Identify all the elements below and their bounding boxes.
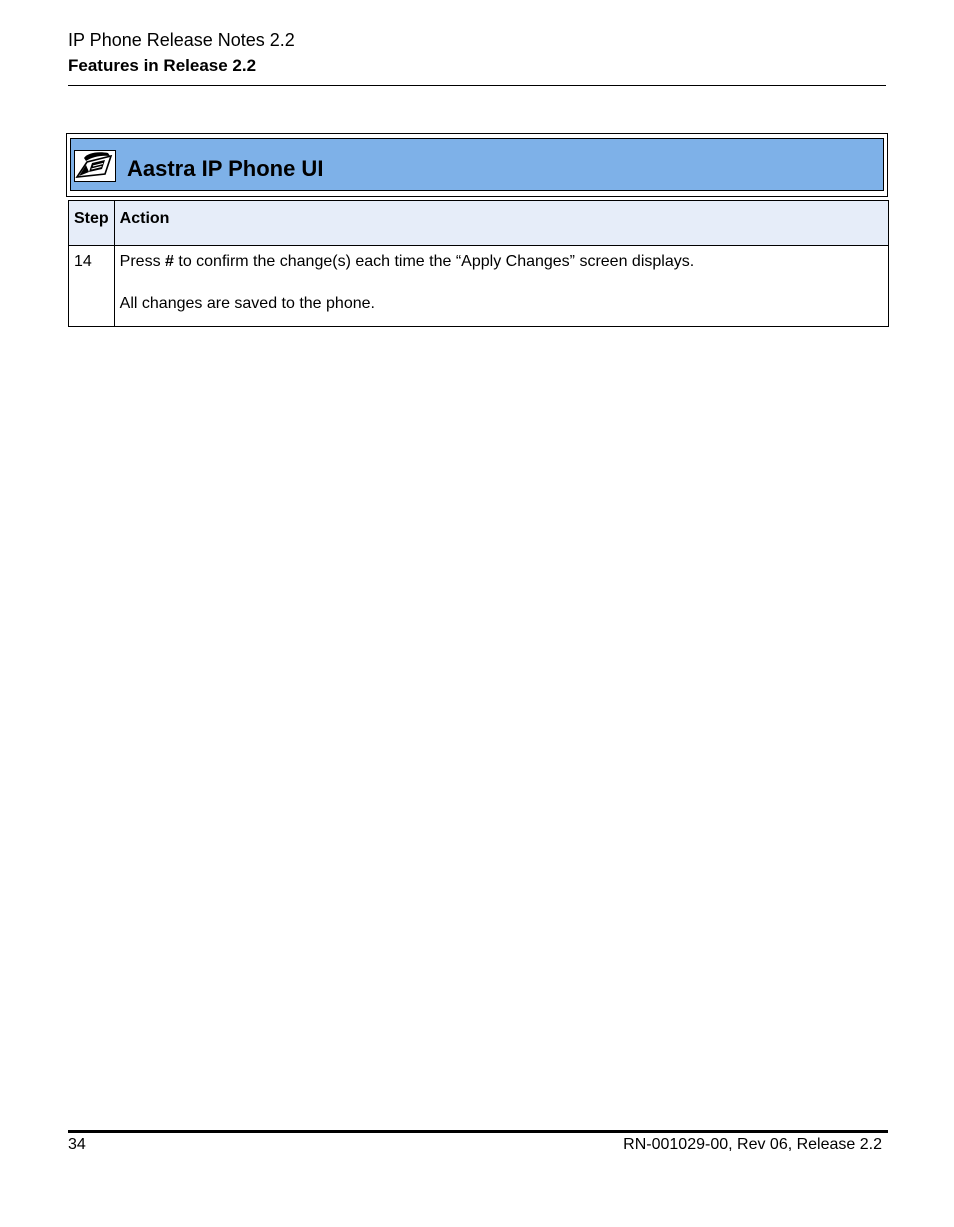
procedure-title: Aastra IP Phone UI xyxy=(127,156,324,181)
step-number: 14 xyxy=(69,246,115,327)
procedure-table xyxy=(68,200,889,327)
action-instruction xyxy=(120,253,883,271)
document-reference: RN-001029-00, Rev 06, Release 2.2 xyxy=(623,1136,882,1153)
action-note: All changes are saved to the phone. xyxy=(119,295,375,312)
action-key: # xyxy=(165,253,174,270)
action-cell xyxy=(114,246,888,327)
document-title: IP Phone Release Notes 2.2 xyxy=(68,30,295,50)
procedure-banner xyxy=(66,133,888,197)
action-column-header: Action xyxy=(114,201,888,246)
footer-divider xyxy=(68,1130,888,1133)
page-number: 34 xyxy=(68,1136,86,1153)
desk-phone-icon xyxy=(74,150,116,182)
table-row xyxy=(69,246,889,327)
section-title: Features in Release 2.2 xyxy=(68,56,257,75)
step-column-header: Step xyxy=(69,201,115,246)
procedure-banner-fill xyxy=(70,138,884,191)
header-divider xyxy=(68,85,886,86)
action-suffix: to confirm the change(s) each time the “Apply Changes” screen displays. xyxy=(173,253,695,270)
action-prefix: Press xyxy=(119,253,166,270)
table-header-row xyxy=(69,201,889,246)
